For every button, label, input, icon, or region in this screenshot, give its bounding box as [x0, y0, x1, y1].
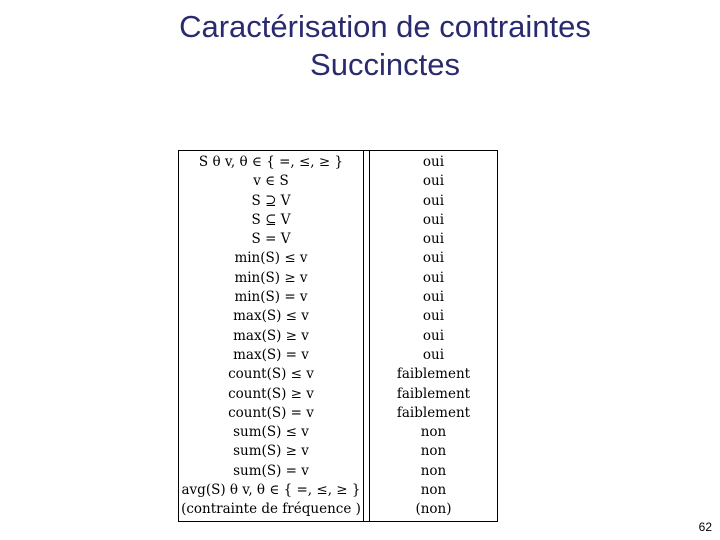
succinct-cell: (non) [415, 501, 452, 518]
constraint-cell: S θ v, θ ∈ { =, ≤, ≥ } [198, 154, 344, 170]
succinct-cell: oui [422, 327, 445, 344]
constraint-cell: min(S) ≤ v [234, 250, 308, 267]
constraint-cell: sum(S) ≥ v [233, 443, 309, 460]
succinct-cell: oui [422, 211, 445, 228]
constraint-cell: min(S) = v [234, 289, 308, 306]
constraint-cell: max(S) = v [233, 346, 309, 363]
slide-title [100, 8, 670, 84]
constraint-cell: count(S) ≤ v [228, 366, 314, 383]
constraint-cell: S ⊇ V [251, 192, 291, 209]
succinct-cell: faiblement [396, 366, 471, 383]
succinct-cell: oui [422, 250, 445, 267]
constraint-cell: (contrainte de fréquence ) [181, 501, 361, 518]
succinct-cell: oui [422, 192, 445, 209]
succinct-cell: oui [422, 308, 445, 325]
page-number: 62 [698, 520, 712, 534]
constraint-column [179, 151, 364, 521]
constraint-cell: avg(S) θ v, θ ∈ { =, ≤, ≥ } [181, 482, 361, 499]
succinct-cell: non [420, 462, 447, 479]
succinct-cell: non [420, 424, 447, 441]
succinct-cell: oui [422, 173, 445, 190]
slide-title-line2: Succinctes [310, 47, 460, 82]
succinct-cell: oui [422, 289, 445, 306]
succinct-cell: faiblement [396, 385, 471, 402]
constraint-cell: max(S) ≥ v [233, 327, 309, 344]
constraint-cell: sum(S) = v [233, 462, 309, 479]
constraint-cell: sum(S) ≤ v [233, 424, 309, 441]
succinct-cell: faiblement [396, 404, 471, 421]
constraint-cell: S ⊆ V [251, 211, 291, 228]
succinct-cell: oui [422, 269, 445, 286]
succinct-column [370, 151, 497, 521]
succinct-cell: non [420, 482, 447, 499]
constraint-cell: count(S) = v [228, 404, 314, 421]
constraints-table [178, 150, 498, 522]
succinct-cell: non [420, 443, 447, 460]
succinct-cell: oui [422, 346, 445, 363]
constraint-cell: S = V [251, 231, 291, 248]
slide-title-line1: Caractérisation de contraintes [179, 9, 591, 44]
constraint-cell: min(S) ≥ v [234, 269, 308, 286]
succinct-cell: oui [422, 154, 445, 170]
constraint-cell: max(S) ≤ v [233, 308, 309, 325]
constraint-cell: count(S) ≥ v [228, 385, 314, 402]
constraint-cell: v ∈ S [253, 173, 289, 190]
succinct-cell: oui [422, 231, 445, 248]
